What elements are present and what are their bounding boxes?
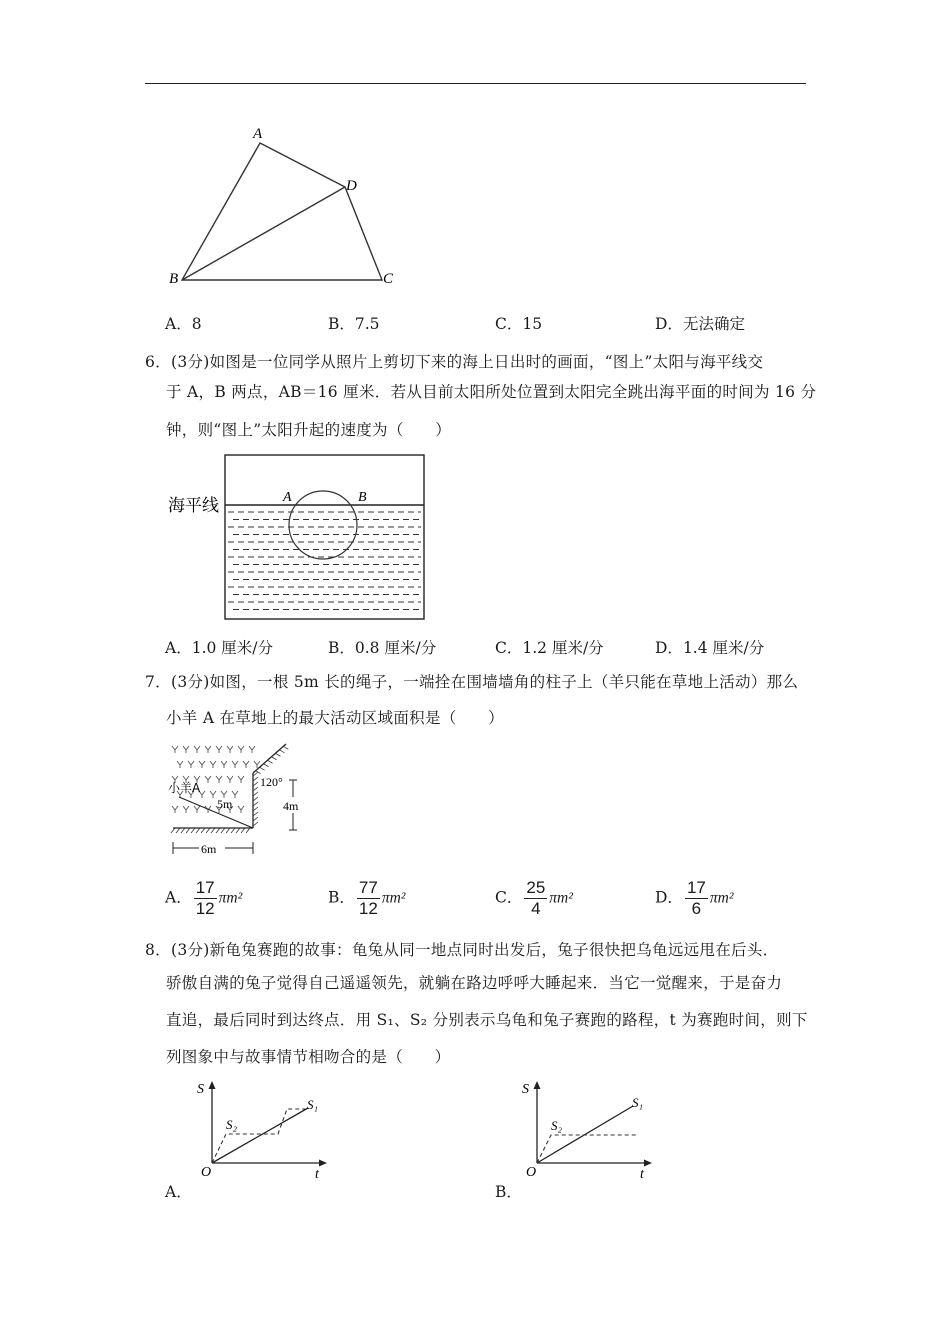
s1-label: S₁	[307, 1097, 319, 1112]
hatch-stroke	[231, 828, 235, 833]
hatch-stroke	[253, 812, 258, 816]
x-axis-arrow	[644, 1160, 652, 1167]
hatch-stroke	[253, 802, 258, 806]
q5-option-b[interactable]: B．7.5	[328, 315, 380, 333]
grass-mark	[172, 746, 178, 753]
grass-mark	[194, 806, 200, 813]
wall-slanted	[253, 744, 286, 773]
vertex-a-label: A	[253, 126, 263, 142]
header-rule	[145, 83, 806, 84]
q7-sheep-figure	[165, 740, 315, 860]
q7-option-c[interactable]: C． $\frac{25}{4}$ πm²	[495, 878, 573, 918]
t-axis-label: t	[315, 1167, 319, 1182]
hatch-stroke	[253, 792, 258, 796]
hatch-stroke	[253, 797, 258, 801]
s-axis-label: S	[197, 1082, 204, 1097]
q5-option-c[interactable]: C．15	[495, 315, 543, 333]
q8-graph-a	[190, 1078, 340, 1183]
grass-mark	[210, 761, 216, 768]
hatch-stroke	[206, 828, 210, 833]
q5-quadrilateral-figure	[160, 120, 410, 295]
hatch-stroke	[171, 828, 175, 833]
s2-dashed-path	[537, 1135, 638, 1163]
grass-mark	[216, 746, 222, 753]
grass-mark	[205, 776, 211, 783]
hatch-stroke	[211, 828, 215, 833]
q6-stem-line1: 6．(3分)如图是一位同学从照片上剪切下来的海上日出时的画面，“图上”太阳与海平线交	[145, 353, 764, 371]
grass-mark	[249, 746, 255, 753]
hatch-stroke	[216, 828, 220, 833]
grass-mark	[238, 776, 244, 783]
hatch-stroke	[253, 822, 258, 826]
hatch-stroke	[253, 807, 258, 811]
rope-length-label: 5m	[217, 797, 233, 811]
grass-marks	[172, 746, 260, 813]
quadrilateral-abcd	[182, 143, 382, 280]
grass-mark	[177, 761, 183, 768]
hatch-stroke	[196, 828, 200, 833]
grass-mark	[205, 746, 211, 753]
hatch-stroke	[253, 782, 258, 786]
hatch-stroke	[186, 828, 190, 833]
hatch-stroke	[236, 828, 240, 833]
q8-graph-b	[515, 1078, 665, 1183]
hatch-stroke	[264, 764, 269, 767]
hatch-stroke	[271, 757, 276, 760]
q6-option-a[interactable]: A．1.0 厘米/分	[165, 639, 274, 657]
width-label: 6m	[201, 842, 217, 856]
q7-stem-line1: 7．(3分)如图，一根 5m 长的绳子，一端拴在围墙墙角的柱子上（羊只能在草地上活动）那么	[145, 673, 799, 691]
s2-label: S₂	[551, 1118, 563, 1133]
angle-label: 120°	[260, 775, 283, 789]
grass-mark	[232, 791, 238, 798]
grass-mark	[183, 806, 189, 813]
q5-option-a[interactable]: A．8	[165, 315, 202, 333]
q6-option-b[interactable]: B．0.8 厘米/分	[328, 639, 437, 657]
q7-option-a[interactable]: A． $\frac{17}{12}$ πm²	[165, 878, 243, 918]
q8-stem-line2: 骄傲自满的兔子觉得自己遥遥领先，就躺在路边呼呼大睡起来．当它一觉醒来，于是奋力	[166, 974, 783, 992]
hatch-stroke	[191, 828, 195, 833]
hatch-stroke	[253, 787, 258, 791]
x-axis-arrow	[319, 1160, 327, 1167]
q6-option-d[interactable]: D．1.4 厘米/分	[655, 639, 765, 657]
hatch-stroke	[201, 828, 205, 833]
hatch-stroke	[268, 760, 273, 763]
grass-mark	[188, 761, 194, 768]
wall-hatching	[253, 772, 258, 826]
t-axis-label: t	[640, 1167, 644, 1182]
q8-option-a[interactable]: A．	[165, 1183, 192, 1201]
grass-mark	[238, 746, 244, 753]
grass-mark	[227, 746, 233, 753]
hatch-stroke	[246, 828, 250, 833]
fraction: $\frac{17}{6}$	[686, 878, 706, 918]
q7-stem-line2: 小羊 A 在草地上的最大活动区域面积是（ ）	[166, 709, 504, 727]
sea-level-label: 海平线	[168, 496, 219, 516]
q6-stem-line2: 于 A，B 两点，AB＝16 厘米．若从目前太阳所处位置到太阳完全跳出海平面的时间为 16 分	[166, 383, 817, 401]
q8-stem-line3: 直追，最后同时到达终点．用 S₁、S₂ 分别表示乌龟和兔子赛跑的路程，t 为赛跑时间，则下	[166, 1011, 808, 1029]
q6-sunrise-figure	[165, 450, 435, 625]
vertex-d-label: D	[346, 178, 357, 194]
q8-stem-line4: 列图象中与故事情节相吻合的是（ ）	[166, 1048, 451, 1066]
q6-stem-line3: 钟，则“图上”太阳升起的速度为（ ）	[166, 421, 452, 439]
s1-label: S₁	[632, 1095, 644, 1110]
vertex-b-label: B	[169, 271, 179, 287]
hatch-stroke	[176, 828, 180, 833]
hatch-stroke	[241, 828, 245, 833]
grass-mark	[183, 746, 189, 753]
fraction: $\frac{25}{4}$	[526, 878, 546, 918]
hatch-stroke	[226, 828, 230, 833]
grass-mark	[238, 806, 244, 813]
fraction: $\frac{17}{12}$	[195, 878, 215, 918]
s2-label: S₂	[226, 1117, 238, 1132]
q5-option-d[interactable]: D．无法确定	[655, 315, 745, 333]
grass-mark	[199, 761, 205, 768]
vertex-c-label: C	[383, 271, 394, 287]
hatch-stroke	[260, 767, 265, 770]
grass-mark	[243, 761, 249, 768]
y-axis-arrow	[534, 1081, 541, 1089]
grass-mark	[227, 776, 233, 783]
q7-option-d[interactable]: D． $\frac{17}{6}$ πm²	[655, 878, 734, 918]
height-label: 4m	[283, 799, 299, 813]
hatch-stroke	[253, 777, 258, 781]
diagonal-bd	[182, 187, 345, 280]
s-axis-label: S	[522, 1082, 529, 1097]
q8-option-b[interactable]: B．	[495, 1183, 522, 1201]
q8-stem-line1: 8．(3分)新龟兔赛跑的故事：龟兔从同一地点同时出发后，兔子很快把乌龟远远甩在后头．	[145, 941, 779, 959]
grass-mark	[194, 746, 200, 753]
grass-mark	[221, 761, 227, 768]
point-b-label: B	[358, 490, 367, 505]
sheep-label: 小羊A	[168, 781, 201, 795]
slanted-wall-hatching	[256, 746, 289, 773]
grass-mark	[172, 806, 178, 813]
hatch-stroke	[181, 828, 185, 833]
hatch-stroke	[283, 746, 288, 749]
fraction: $\frac{77}{12}$	[358, 878, 378, 918]
hatch-stroke	[221, 828, 225, 833]
rope-line	[179, 797, 253, 828]
grass-mark	[210, 791, 216, 798]
origin-label: O	[526, 1165, 537, 1180]
ground-hatching	[171, 828, 250, 833]
hatch-stroke	[275, 753, 280, 756]
origin-label: O	[201, 1165, 212, 1180]
q7-option-b[interactable]: B． $\frac{77}{12}$ πm²	[328, 878, 406, 918]
q6-option-c[interactable]: C．1.2 厘米/分	[495, 639, 604, 657]
y-axis-arrow	[209, 1081, 216, 1089]
hatch-stroke	[279, 750, 284, 753]
grass-mark	[232, 761, 238, 768]
grass-mark	[216, 776, 222, 783]
hatch-stroke	[253, 817, 258, 821]
point-a-label: A	[283, 490, 292, 505]
